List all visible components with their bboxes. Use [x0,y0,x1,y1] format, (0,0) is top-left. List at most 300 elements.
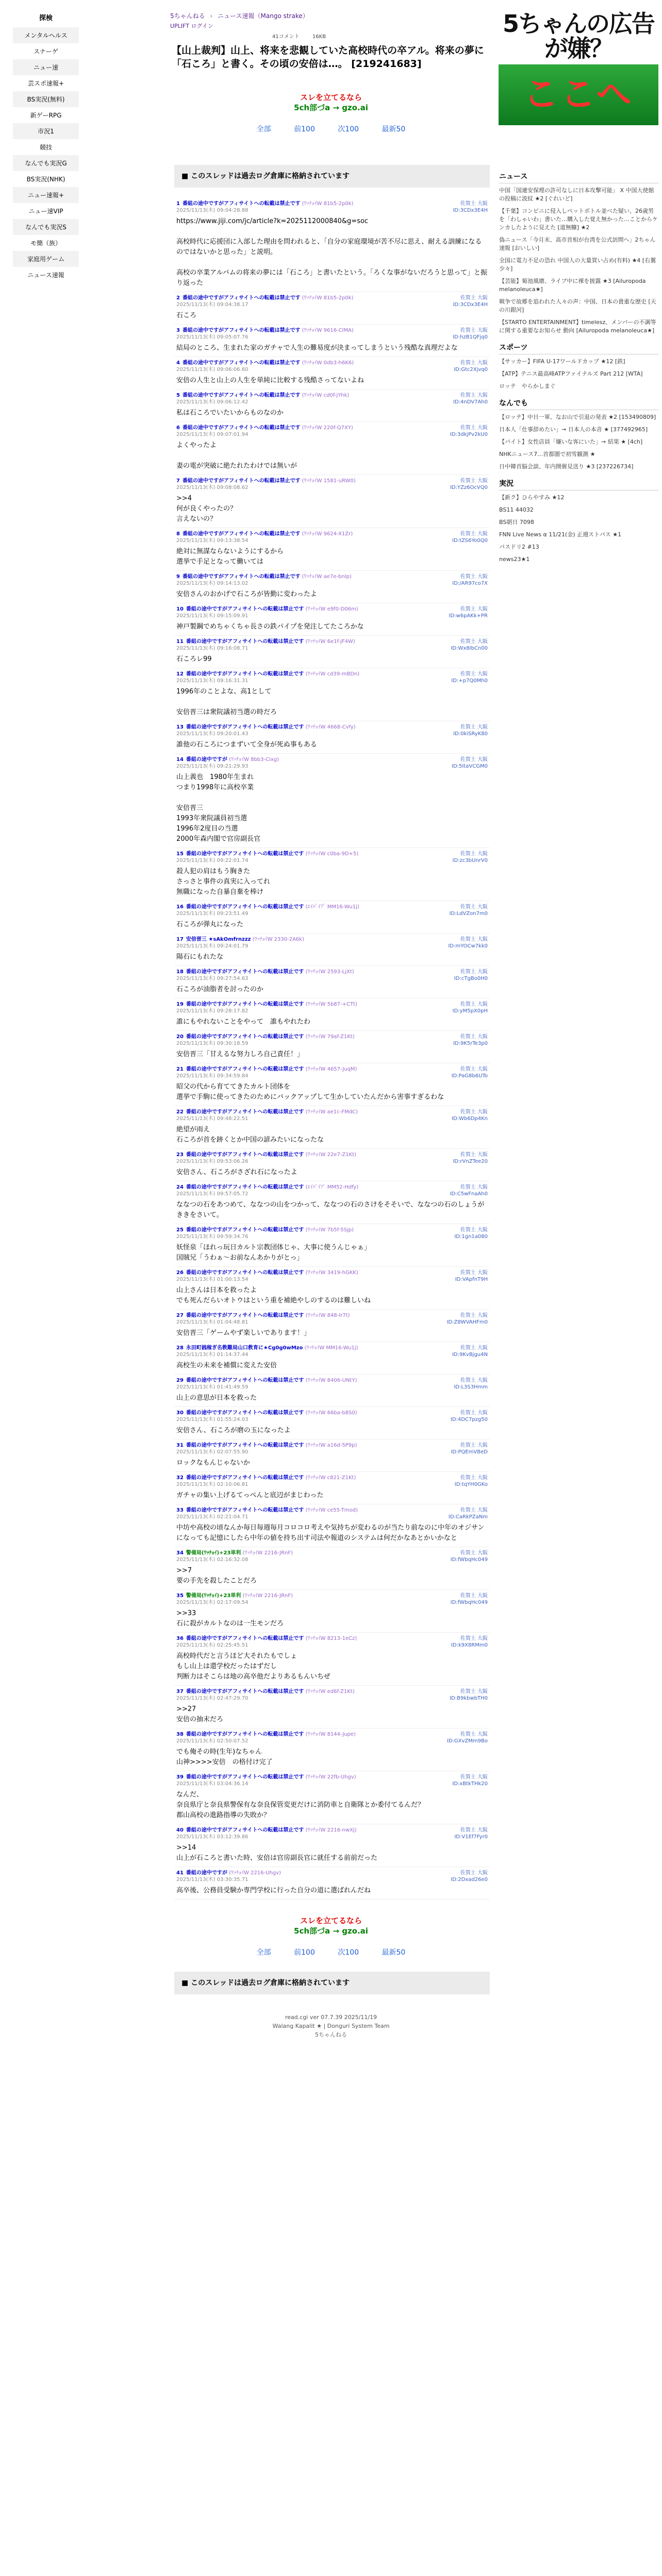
thread-stats [272,32,337,40]
poster-trip: (ﾜｯﾁｮｲW 220f-Q7XY) [302,425,353,431]
post [174,1310,490,1342]
post [174,1472,490,1504]
post-date: 2025/11/13(木) 01:14:37.44 [176,1352,249,1358]
sidebar-item[interactable]: なんでも実況G [13,155,79,171]
post-body: ロックなもんじゃないか [176,1459,250,1467]
poster-name: 番組の途中ですがアフィサイトへの転載は禁止です [182,295,301,301]
post-id[interactable]: ID:/AR97co7X [452,581,488,586]
post-location: 佐賀土 大阪 [460,1313,488,1318]
post-number[interactable]: 33 [176,1507,184,1513]
post-header [176,1184,488,1197]
post-id-box [431,573,488,587]
poster-trip: (ﾜｯﾁｮｲW 8406-UNtY) [305,1378,357,1383]
post-body: 高卒後、公務員受験か専門学校に行った自分の道に選ばれんだね [176,1887,371,1894]
post-id[interactable]: ID:3CDx3E4H [453,302,488,308]
post-location: 佐賀土 大阪 [460,360,488,366]
post-id[interactable]: ID:C5wFnaAh0 [450,1191,488,1197]
post-location: 佐賀土 大阪 [460,1593,488,1599]
news-list [499,187,659,335]
post-id-box [431,1635,488,1649]
post-number[interactable]: 7 [176,478,180,484]
post-body: 殺人犯の肩はもう胸きた さっさと事件の真実に入ってれ 無職になった自暴自棄を棒け [176,868,271,896]
post-number[interactable]: 20 [176,1034,184,1040]
post-id[interactable]: ID:LdVZon7m0 [449,911,488,917]
post-number[interactable]: 4 [176,360,180,366]
post-number[interactable]: 16 [176,904,184,910]
sidebar-item[interactable]: 競技 [39,144,52,151]
post-number[interactable]: 5 [176,393,180,398]
post-date: 2025/11/13(木) 02:16:32.08 [176,1557,249,1563]
poster-name: 番組の途中ですがアフィサイトへの転載は禁止です [186,1378,304,1383]
post-number[interactable]: 18 [176,969,184,975]
promo-link[interactable]: 5ch部づa → gzo.ai [294,103,368,112]
post [174,528,490,571]
post-number[interactable]: 22 [176,1109,184,1115]
live-heading: 実況 [499,478,659,490]
post [174,1547,490,1590]
post [174,754,490,848]
post-meta [176,1345,419,1358]
post-location: 佐賀土 大阪 [460,201,488,207]
post-id[interactable]: ID:Wb6Dp4Kn [452,1116,488,1122]
poster-name: 永田町銭稼ぎ名教難局山口教育に★Cg0g0wMzo [186,1345,303,1351]
post-number[interactable]: 1 [176,201,180,207]
poster-trip: (ﾜｯﾁｮｲW 0db3-h6K6) [302,360,354,366]
poster-trip: (ﾜｯﾁｮｲW 2216-JRnF) [242,1593,293,1599]
poster-name: 番組の途中ですがアフィサイトへの転載は禁止です [186,1732,304,1737]
poster-name: 番組の途中ですが [186,757,227,762]
post [174,1063,490,1106]
post-date: 2025/11/13(木) 02:21:04.71 [176,1514,249,1520]
post-meta [176,1731,419,1744]
post-id[interactable]: ID:2Dxad26e0 [451,1877,488,1883]
post [174,636,490,668]
post-date: 2025/11/13(木) 09:16:08.71 [176,646,249,651]
sidebar-item[interactable]: ニュー速VIP [28,208,63,215]
post [174,422,490,475]
post-body: >>33 石に殺がカルトなのは一生モンだろ [176,1609,284,1628]
post-location: 佐賀土 大阪 [460,1732,488,1737]
post-number[interactable]: 28 [176,1345,184,1351]
post-id[interactable]: ID:9KvBjgu4N [452,1352,488,1358]
post-date: 2025/11/13(木) 03:30:35.71 [176,1877,249,1883]
poster-trip: (ﾜｯﾁｮｲW cd39-mBDn) [305,671,360,677]
nandemo-heading: なんでも [499,398,659,410]
poster-trip: (ﾜｯﾁｮｲW 4657-JuqM) [305,1066,357,1072]
post-number[interactable]: 17 [176,937,184,942]
sidebar-news-item[interactable]: 全国に電力不足の恐れ 中国人の大量買い占め(有料) ★4 [右翼少々] [499,257,656,272]
sidebar-item[interactable]: モ簡（族） [30,240,61,247]
sidebar-news-item[interactable]: パスドリ2 #13 [499,544,539,550]
post-id[interactable]: ID:Wx8IbCn00 [451,646,488,651]
post-header [176,1774,488,1787]
post-date: 2025/11/13(木) 02:25:45.51 [176,1642,249,1648]
nav-bottom [0,1947,662,1957]
poster-trip: (ﾜｯﾁｮｲW 9624-X1Zr) [302,531,353,537]
sidebar-item[interactable]: 市況1 [13,123,79,139]
post-id-box [431,1345,488,1358]
post-id-box [431,327,488,341]
post-location: 佐賀土 大阪 [460,1774,488,1780]
post-header [176,638,488,652]
poster-name: 番組の途中ですがアフィサイトへの転載は禁止です [186,1313,304,1318]
post [174,1439,490,1472]
post-date: 2025/11/13(木) 09:27:54.63 [176,976,249,981]
nav-next100[interactable]: 次100 [338,1948,359,1957]
post-id-box [431,295,488,308]
post-meta [176,360,419,373]
post-id[interactable]: ID:k9X8RMm0 [451,1642,488,1648]
post-number[interactable]: 21 [176,1066,184,1072]
sidebar-item[interactable]: 新ゲーRPG [30,112,62,119]
post-number[interactable]: 37 [176,1689,184,1694]
post-id[interactable]: ID:fWbqHc049 [450,1557,488,1563]
post-location: 佐賀土 大阪 [460,851,488,857]
post-header [176,1312,488,1326]
post-body: 山上義也 1980年生まれ つまり1998年に高校卒業 安倍晋三 1993年衆院議員初当選 1996年2度目の当選 2000年森内閣で官房副長官 [176,773,261,843]
post-date: 2025/11/13(木) 09:21:29.93 [176,764,249,769]
post [174,1590,490,1633]
sidebar-news-item[interactable]: FNN Live News α 11/21(金) 正週ストパス ★1 [499,531,622,538]
post-location: 佐賀土 大阪 [460,574,488,580]
post-body: 昭父の代から育ててきたカルト団体を 選挙で手駒に使ってきたのためにバックアップして生かしていたんだから害事すぎるわな [176,1083,444,1101]
poster-name: 番組の途中ですがアフィサイトへの転載は禁止です [186,1270,304,1276]
post-id[interactable]: ID:tqYH0GKo [454,1482,488,1487]
sidebar-news-item[interactable]: 戦争で故郷を追われた人々の声：中国、日本の貴重な歴史 [天の川銀河] [499,298,656,313]
sidebar-news-item[interactable]: news23★1 [499,556,530,563]
sidebar-item[interactable]: メンタルヘルス [13,27,79,43]
post-header [176,1227,488,1240]
poster-name: 番組の途中ですがアフィサイトへの転載は禁止です [186,1227,304,1233]
post-header [176,1550,488,1563]
post-id[interactable]: ID:YZz6OcVQ0 [450,485,488,490]
post-id[interactable]: ID:+p7Q0Mh0 [451,678,488,684]
post-date: 2025/11/13(木) 09:04:28.88 [176,208,249,213]
post-id-box [431,1312,488,1326]
post-id[interactable]: ID:3dkjPv2kU0 [450,432,488,437]
post-location: 佐賀土 大阪 [460,393,488,398]
sidebar-item[interactable]: ニュー速報+ [13,187,79,203]
poster-trip: (ﾜｯﾁｮｲW ae7e-bnlp) [302,574,352,580]
post-header [176,1507,488,1520]
post-id-box [431,1377,488,1391]
sidebar-news-item[interactable]: 【バイト】女性店員「嫌いな客にいた」→ 結果 ★ [4ch] [499,438,643,445]
post-id-box [431,1592,488,1606]
sidebar-item[interactable]: 家庭用ゲーム [13,251,79,267]
post-meta [176,1033,419,1047]
post-id[interactable]: ID:tZS6Yo0Q0 [452,538,488,544]
news-heading: ニュース [499,171,659,183]
nav-all[interactable]: 全部 [256,125,271,133]
post-id[interactable]: ID:0kiSRyK80 [453,731,488,737]
post-id[interactable]: ID:rVnZTee20 [453,1159,488,1164]
post-number[interactable]: 39 [176,1774,184,1780]
post-date: 2025/11/13(木) 09:48:22.51 [176,1116,249,1122]
post-number[interactable]: 12 [176,671,184,677]
post-body: 誰にもやれないことをやって 誰もやれたわ [176,1018,311,1026]
post-meta [176,1475,419,1488]
post-number[interactable]: 41 [176,1870,184,1876]
post-number[interactable]: 15 [176,851,184,857]
poster-name: 番組の途中ですがアフィサイトへの転載は禁止です [182,393,301,398]
sidebar-news-item[interactable]: 偽ニュース「今月末、高市首相が台湾を公式訪問へ」2ちゃん速報 [おいしい] [499,236,656,251]
post [174,1342,490,1375]
footer-credit: Walang Kapalit ★ | Donguri System Team [272,2023,390,2029]
poster-trip: (ｴｲﾊﾟｲﾌﾟ MM52-Hdfy) [305,1184,359,1190]
post-id[interactable]: ID:zc3bUnrV0 [452,858,488,863]
sidebar-news-item[interactable]: NHKニュース7…首都圏で初雪観測 ★ [499,451,595,457]
post-id[interactable]: ID:5ItaVCGM0 [452,764,488,769]
post-id[interactable]: ID:VApfnT9H [455,1277,488,1282]
sidebar-news-item[interactable]: 【ATP】テニス最高峰ATPファイナルズ Part 212 [WTA] [499,370,643,377]
post-location: 佐賀土 大阪 [460,937,488,942]
post [174,603,490,636]
poster-name: 番組の途中ですがアフィサイトへの転載は禁止です [186,1109,304,1115]
post-body: >>4 何が良くやったの？ 言えないの？ [176,495,237,523]
archive-notice-top: ■ このスレッドは過去ログ倉庫に格納されています [174,165,490,188]
sidebar-news-item[interactable]: 中国「国連安保理の許可なしに日本攻撃可能」 X 中国大使館の投稿に波紋 ★2 [ぐれいど] [499,187,654,202]
poster-name: 番組の途中ですがアフィサイトへの転載は禁止です [186,1774,304,1780]
login-link[interactable]: UPLIFT ログイン [170,23,213,29]
sidebar-news-item[interactable]: 日本人「仕事辞めたい」→ 日本人の本音 ★ [377492965] [499,426,648,433]
post-date: 2025/11/13(木) 02:50:07.52 [176,1738,249,1744]
post-body: 妖怪泉「ほれっ玩日カルト宗教団体じゃ、大事に使うんじゃぁ」 国賊兄「うわぁ～お前なんあかりがとっ」 [176,1244,371,1262]
sidebar-news-item[interactable]: 【千葉】コンビニに侵入しペットボトル並べた疑い、26歳男を「わしゃいわ」書いた…購入した覚え無かった…ことからケンカしたように見えた [道無糠] ★2 [499,208,658,231]
poster-name: 番組の途中ですがアフィサイトへの転載は禁止です [182,201,301,207]
post-number[interactable]: 35 [176,1593,184,1599]
post-location: 佐賀土 大阪 [460,1475,488,1481]
post-meta [176,724,419,737]
nav-prev100[interactable]: 前100 [294,1948,315,1957]
sidebar-news-item[interactable]: ロッテ やらかしまぐ [499,383,556,389]
post-location: 佐賀土 大阪 [460,1870,488,1876]
post-body: >>14 山上が石ころと書いた時、安倍は官房副長官に就任する前前だった [176,1844,378,1862]
post-number[interactable]: 36 [176,1636,184,1641]
post-body: 石ころ [176,312,197,319]
post-number[interactable]: 30 [176,1410,184,1416]
post [174,721,490,754]
post-id[interactable]: ID:CaRkPZaNm [448,1514,488,1520]
nav-latest50[interactable]: 最新50 [382,1948,406,1957]
sidebar-item[interactable]: 芸スポ速報+ [27,80,64,87]
post [174,901,490,934]
post-number[interactable]: 26 [176,1270,184,1276]
post-meta [176,1870,419,1883]
breadcrumb-home[interactable]: 5ちゃんねる [170,12,205,20]
post-location: 佐賀土 大阪 [460,904,488,910]
post-id[interactable]: ID:Gtc2Xjvq0 [454,367,488,372]
poster-trip: (ｴｲﾊﾟｲﾌﾟ MM16-Wu1j) [305,904,359,910]
post-meta [176,756,419,770]
post-id[interactable]: ID:fWbqHc049 [450,1600,488,1605]
poster-trip: (ﾜｯﾁｮｲW c0ba-9D+5) [305,851,359,857]
nav-next100[interactable]: 次100 [338,125,359,133]
post-number[interactable]: 11 [176,639,184,645]
post-number[interactable]: 27 [176,1313,184,1318]
post-number[interactable]: 23 [176,1152,184,1158]
post-meta [176,327,419,341]
post-body: 私は石ころでいたいからものなのか [176,409,284,417]
post [174,966,490,998]
post-meta [176,531,419,544]
post-location: 佐賀土 大阪 [460,671,488,677]
post-location: 佐賀土 大阪 [460,328,488,333]
post-id[interactable]: ID:4DC7pzg50 [450,1417,488,1422]
post-number[interactable]: 25 [176,1227,184,1233]
post-meta [176,904,419,917]
post-header [176,1731,488,1744]
post-id[interactable]: ID:GXvZMm9Bo [446,1738,488,1744]
sidebar-news-item[interactable]: BS朝日 7098 [499,519,534,526]
post-id[interactable]: ID:xBtkTHk20 [452,1781,488,1787]
post-id-box [431,1688,488,1702]
post-id[interactable]: ID:V1Ef7Fyr0 [454,1834,488,1840]
poster-name: 番組の途中ですがアフィサイトへの転載は禁止です [186,1507,304,1513]
post-id[interactable]: ID:B9kbwbTH0 [450,1696,488,1701]
poster-trip: (ﾜｯﾁｮｲW 1581-uRW0) [302,478,356,484]
post-id[interactable]: ID:cTgBo0H0 [454,976,488,981]
poster-name: 番組の途中ですがアフィサイトへの転載は禁止です [186,969,304,975]
post-id[interactable]: ID:PQEmVBeD [451,1449,488,1455]
post-body: なんだ、 奈良県庁と奈良県警保有な奈良保管変更だけに消防車と自衛隊とか委付てるんだ？ 都山高校の進路指導の失敗か？ [176,1791,425,1819]
breadcrumb-board[interactable]: ニュース速報（Mango strake） [218,12,309,20]
post-number[interactable]: 19 [176,1002,184,1007]
post-number[interactable]: 34 [176,1550,184,1556]
post-location: 佐賀土 大阪 [460,478,488,484]
post-id-box [431,200,488,214]
poster-name: 番組の途中ですがアフィサイトへの転載は禁止です [186,904,304,910]
ad-banner[interactable] [499,11,658,140]
post-id[interactable]: ID:hzB1QFjq0 [453,334,488,340]
nav-latest50[interactable]: 最新50 [382,125,406,133]
post-location: 佐賀土 大阪 [460,1066,488,1072]
poster-name: 番組の途中ですがアフィサイトへの転載は禁止です [186,1689,304,1694]
post-location: 佐賀土 大阪 [460,639,488,645]
post-body: 山上の意思が日本を救った [176,1394,257,1402]
sidebar-news-item[interactable]: 【新ク】ひらやすみ ★12 [499,494,565,501]
post-id[interactable]: ID:L3S3Hmm [454,1384,488,1390]
sidebar-item[interactable]: なんでも実況S [13,219,79,235]
footer-site[interactable]: 5ちゃんねる [315,2031,347,2038]
poster-name: 番組の途中ですがアフィサイトへの転載は禁止です [186,724,304,730]
poster-name: 番組の途中ですがアフィサイトへの転載は禁止です [186,606,304,612]
promo-link-bottom[interactable]: 5ch部づa → gzo.ai [294,1926,368,1936]
post-id[interactable]: ID:yM5pX0pH [452,1008,488,1014]
poster-trip: (ﾜｯﾁｮｲW 8213-1eCz) [305,1636,357,1641]
post-header [176,1033,488,1047]
sidebar-news-item[interactable]: BS11 44032 [499,506,534,513]
post-meta [176,1184,419,1197]
post-number[interactable]: 14 [176,757,184,762]
post-header [176,1827,488,1840]
poster-trip: (ﾜｯﾁｮｲW 848-Ir7t) [305,1313,350,1318]
post-number[interactable]: 6 [176,425,180,431]
poster-trip: (ﾜｯﾁｮｲW 81b5-2p0k) [302,295,354,301]
post-number[interactable]: 2 [176,295,180,301]
post-location: 佐賀土 大阪 [460,1410,488,1416]
post-id-box [431,1227,488,1240]
poster-trip: (ﾜｯﾁｮｲW ce55-Tmod) [305,1507,358,1513]
post-number[interactable]: 9 [176,574,180,580]
post-body: 山上さんは日本を救ったよ でも死んだらいオトウはという重を補絶やしのするのは難しいね [176,1286,371,1304]
post-id[interactable]: ID:4nDV7Ah0 [453,399,488,405]
post-id[interactable]: ID:w6pAKk+PR [449,613,488,619]
post [174,1633,490,1686]
post-id[interactable]: ID:PaG8b6UTo [451,1073,488,1079]
post [174,198,490,292]
post-body: 安倍の人生と山上の人生を単純に比較する残酷さってないよね [176,377,365,384]
post-date: 2025/11/13(木) 09:34:59.84 [176,1073,249,1079]
post-body: https://www.jiji.com/jc/article?k=2025112000840&g=soc 高校時代に応援団に入部した理由を問われると、「自分の家庭環境が苦不尽に思え、耐える訓練になるのではないかと思った」と説明。 高校の卒業アルバムの将来の夢には「石ころ」と書いたという。「ろくな事がないだろうと思って」と振り返った [176,217,488,287]
post-location: 佐賀土 大阪 [460,1827,488,1833]
post-meta [176,606,419,619]
poster-name: 安倍晋三 ★sAkOmfrnzzz [186,937,251,942]
post-number[interactable]: 3 [176,328,180,333]
post-number[interactable]: 29 [176,1378,184,1383]
post-meta [176,573,419,587]
post-date: 2025/11/13(木) 09:06:12.42 [176,399,249,405]
poster-trip: (ﾜｯﾁｮｲW a16d-5P9p) [305,1443,357,1448]
sidebar-news-item[interactable]: 【サッカー】FIFA U-17ワールドカップ ★12 [鉄] [499,358,625,365]
post-body: 高校時代だと言うほど大それたもでしょ もし山上は還学校だったはずだし 判断力はそこらは地の高卒他だよりあるもんいちぜ [176,1652,330,1681]
post-header [176,904,488,917]
sidebar-item[interactable]: スナーゲ [34,48,58,55]
poster-name: 番組の途中ですがアフィサイトへの転載は禁止です [186,639,304,645]
post-number[interactable]: 32 [176,1475,184,1481]
post-number[interactable]: 40 [176,1827,184,1833]
poster-name: 番組の途中ですがアフィサイトへの転載は禁止です [186,1410,304,1416]
sidebar-news-item[interactable]: 【STARTO ENTERTAINMENT】timelesz、メンバーの不調等に関する重要なお知らせ 動向 [Ailuropoda melanoleuca★] [499,319,656,334]
post-header [176,1442,488,1455]
poster-trip: (ﾜｯﾁｮｲW ed6f-Z1Kt) [305,1689,355,1694]
post-number[interactable]: 10 [176,606,184,612]
post [174,1224,490,1267]
sidebar-news-item[interactable]: 【ロッテ】中日一軍、なお山で引退の発表 ★2 [153490809] [499,414,656,420]
post-number[interactable]: 24 [176,1184,184,1190]
post-id[interactable]: ID:mYOCw7kk0 [448,943,488,949]
post-id[interactable]: ID:3CDx3E4H [453,208,488,213]
post-meta [176,1109,419,1122]
poster-name: 番組の途中ですがアフィサイトへの転載は禁止です [186,1475,304,1481]
sidebar-news-item[interactable]: 【芸能】菊池風磨、ライブ中に裸を披露 ★3 [Ailuropoda melanoleuca★] [499,278,646,293]
post-number[interactable]: 31 [176,1443,184,1448]
post-id[interactable]: ID:1gn1a080 [454,1234,488,1240]
post-number[interactable]: 38 [176,1732,184,1737]
post-header [176,531,488,544]
post-meta [176,1377,419,1391]
post-id[interactable]: ID:Z8WVAHFm0 [446,1319,488,1325]
post-number[interactable]: 13 [176,724,184,730]
post-meta [176,295,419,308]
sidebar-item[interactable]: ニュー速 [13,59,79,75]
post-location: 佐賀土 大阪 [460,1550,488,1556]
post-number[interactable]: 8 [176,531,180,537]
post-header [176,969,488,982]
post-id[interactable]: ID:9K5rTe3p0 [453,1041,488,1046]
post-header [176,1001,488,1014]
nav-all[interactable]: 全部 [256,1948,271,1957]
sidebar-item[interactable]: BS実況(無料) [13,91,79,107]
sidebar-item[interactable]: BS実況(NHK) [26,176,65,183]
sidebar-item[interactable]: ニュース速報 [27,272,64,279]
post-meta [176,1227,419,1240]
sidebar-news-item[interactable]: 日中韓首脳会談、年内開催見送り ★3 [237226734] [499,463,634,470]
poster-trip: (ﾜｯﾁｮｲW 79af-Z1Kt) [305,1034,355,1040]
nav-prev100[interactable]: 前100 [294,125,315,133]
poster-name: 番組の途中ですがアフィサイトへの転載は禁止です [182,478,301,484]
poster-trip: (ﾜｯﾁｮｲW e9f0-D06m) [305,606,358,612]
post-body: 中坊や高校の頃なんか毎日毎週毎月コロコロ考えや気持ちが変わるのが当たり前なのに中年のオジサンになっても記憶にしたら中年の値を持ち出す司法や報道のシステムは何だかなあとかいかなと [176,1524,485,1542]
